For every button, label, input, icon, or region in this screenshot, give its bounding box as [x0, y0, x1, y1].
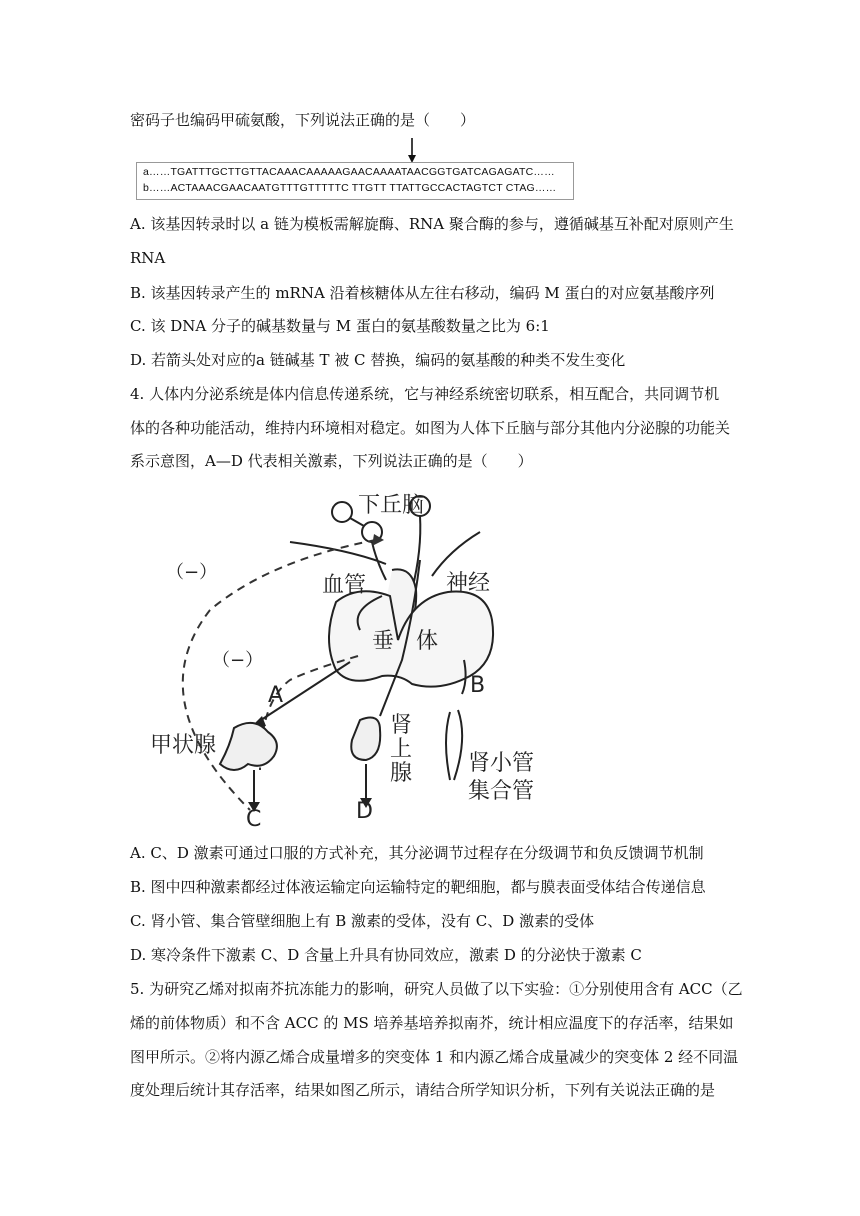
q4-stem-line1: 4. 人体内分泌系统是体内信息传递系统，它与神经系统密切联系，相互配合，共同调节机: [130, 385, 720, 403]
label-adrenal-1: 肾: [390, 713, 413, 738]
label-thyroid: 甲状腺: [150, 733, 217, 758]
label-hormone-b: B: [470, 673, 486, 698]
q5-stem-line4: 度处理后统计其存活率，结果如图乙所示，请结合所学知识分析，下列有关说法正确的是: [130, 1081, 716, 1099]
adrenal-shape: [351, 718, 380, 760]
q5-stem-line3: 图甲所示。②将内源乙烯合成量增多的突变体 1 和内源乙烯合成量减少的突变体 2 经不同温: [130, 1048, 739, 1066]
q3-option-a-line1: A. 该基因转录时以 a 链为模板需解旋酶、RNA 聚合酶的参与，遵循碱基互补配对原则产生: [130, 215, 734, 233]
q4-stem-line2: 体的各种功能活动，维持内环境相对稳定。如图为人体下丘脑与部分其他内分泌腺的功能关: [130, 419, 731, 437]
label-adrenal-2: 上: [390, 737, 413, 762]
label-hormone-d: D: [356, 799, 373, 824]
dna-sequence-box: [136, 162, 574, 200]
q5-stem-line1: 5. 为研究乙烯对拟南芥抗冻能力的影响，研究人员做了以下实验：①分别使用含有 ACC（乙: [130, 980, 743, 998]
q4-stem-line3: 系示意图，A—D 代表相关激素，下列说法正确的是（ ）: [130, 452, 533, 470]
mutation-arrow-icon: [406, 138, 418, 164]
q4-option-a: A. C、D 激素可通过口服的方式补充，其分泌调节过程存在分级调节和负反馈调节机制: [130, 844, 704, 862]
endocrine-diagram: [150, 480, 570, 830]
label-hypothalamus: 下丘脑: [358, 493, 425, 518]
label-tubule-1: 肾小管: [468, 751, 535, 776]
label-adrenal-3: 腺: [390, 761, 413, 786]
q4-option-c: C. 肾小管、集合管壁细胞上有 B 激素的受体，没有 C、D 激素的受体: [130, 912, 595, 930]
label-hormone-a: A: [268, 683, 284, 708]
q3-option-d: D. 若箭头处对应的a 链碱基 T 被 C 替换，编码的氨基酸的种类不发生变化: [130, 351, 626, 369]
dna-strand-a: a……TGATTTGCTTGTTACAAACAAAAAGAACAAAATAACGGTGATCAGAGATC……: [143, 166, 555, 178]
q5-stem-line2: 烯的前体物质）和不含 ACC 的 MS 培养基培养拟南芥，统计相应温度下的存活率，结果如: [130, 1014, 734, 1032]
q4-option-d: D. 寒冷条件下激素 C、D 含量上升具有协同效应，激素 D 的分泌快于激素 C: [130, 946, 642, 964]
label-negative-feedback-2: （−）: [212, 650, 264, 671]
label-vessel: 血管: [322, 573, 367, 598]
label-nerve: 神经: [446, 571, 491, 596]
label-hormone-c: C: [246, 807, 262, 830]
q3-option-b: B. 该基因转录产生的 mRNA 沿着核糖体从左往右移动，编码 M 蛋白的对应氨基酸序列: [130, 284, 715, 302]
dna-strand-b: b……ACTAAACGAACAATGTTTGTTTTTC TTGTT TTATTGCCACTAGTCT CTAG……: [143, 182, 557, 194]
q3-option-c: C. 该 DNA 分子的碱基数量与 M 蛋白的氨基酸数量之比为 6:1: [130, 317, 550, 335]
label-tubule-2: 集合管: [468, 779, 535, 804]
intro-line: 密码子也编码甲硫氨酸，下列说法正确的是（ ）: [130, 111, 476, 129]
label-pituitary: 垂 体: [372, 629, 439, 654]
label-negative-feedback-1: （−）: [166, 562, 218, 583]
q3-option-a-line2: RNA: [130, 249, 166, 267]
q4-option-b: B. 图中四种激素都经过体液运输定向运输特定的靶细胞，都与膜表面受体结合传递信息: [130, 878, 706, 896]
thyroid-shape: [220, 723, 277, 770]
